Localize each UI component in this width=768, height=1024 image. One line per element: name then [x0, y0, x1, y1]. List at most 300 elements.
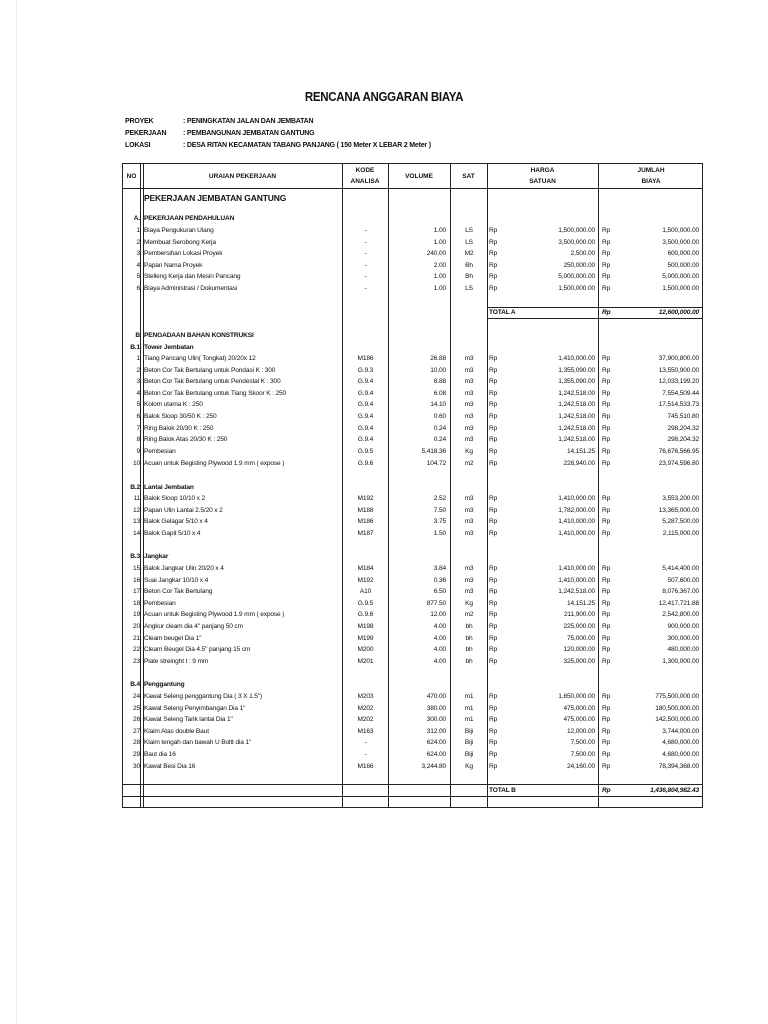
item-volume: 4.00 [433, 646, 446, 654]
item-unit: m3 [464, 529, 474, 537]
table-row [123, 516, 704, 527]
item-number: 11 [133, 495, 140, 502]
item-unit: m3 [464, 355, 474, 362]
item-description: Beton Cor Tak Bertulang untuk Pondasi K : 300 [144, 366, 276, 374]
item-total: 5,000,000.00 [662, 273, 699, 281]
item-unit-price: 1,410,000.00 [558, 529, 595, 537]
item-kode: - [364, 751, 367, 759]
item-unit-price: 120,000.00 [563, 646, 595, 654]
section-b3-header [123, 551, 704, 562]
item-total: 480,000.00 [667, 646, 699, 654]
item-unit-price: 24,160.00 [567, 762, 595, 770]
item-number: 25 [132, 704, 140, 712]
item-kode: - [364, 285, 367, 293]
total-b-divider [123, 796, 702, 797]
section-title: Penggantung [144, 681, 185, 688]
item-unit: m3 [464, 401, 474, 409]
section-title: PEKERJAAN PENDAHULUAN [144, 215, 235, 222]
item-description: Balok Sloop 10/10 x 2 [144, 495, 206, 502]
item-unit-price: 475,000.00 [563, 704, 595, 712]
item-unit: m3 [464, 506, 474, 514]
item-total-currency: Rp [602, 576, 611, 584]
item-number: 24 [132, 693, 140, 700]
item-price-currency: Rp [489, 227, 498, 234]
item-price-currency: Rp [489, 646, 498, 654]
item-description: Stelleng Kerja dan Mesin Pancang [144, 273, 241, 281]
total-a-row [123, 307, 704, 318]
item-total: 17,514,533.73 [658, 401, 699, 409]
meta-key: PROYEK [125, 118, 154, 125]
header-kode: KODE ANALISA [350, 167, 380, 185]
item-unit: m3 [464, 576, 474, 584]
item-kode: M186 [357, 518, 374, 526]
item-total-currency: Rp [602, 273, 611, 281]
item-total-currency: Rp [602, 634, 611, 642]
item-total: 3,744,000.00 [662, 727, 699, 735]
total-a-rp: Rp [602, 309, 611, 316]
item-total-currency: Rp [602, 250, 611, 258]
item-total: 13,550,900.00 [658, 366, 699, 374]
item-description: Kawat Seleng Penyimbangan Dia 1" [144, 704, 246, 712]
item-kode: M202 [357, 716, 374, 724]
item-total-currency: Rp [602, 227, 611, 234]
item-unit-price: 1,410,000.00 [558, 576, 595, 584]
item-unit-price: 250,000.00 [563, 261, 595, 269]
item-volume: 26.88 [430, 355, 446, 362]
item-volume: 12.00 [430, 611, 446, 619]
item-total-currency: Rp [602, 238, 611, 246]
item-number: 3 [136, 250, 140, 258]
item-volume: 2.52 [433, 495, 446, 502]
section-number: B.1 [130, 344, 140, 351]
item-volume: 624.00 [426, 739, 446, 747]
item-price-currency: Rp [489, 565, 498, 572]
item-unit-price: 1,242,518.00 [558, 401, 595, 409]
table-row [123, 656, 704, 667]
item-description: Balok Jangkar Ulin 20/20 x 4 [144, 565, 224, 572]
item-unit: m3 [464, 495, 474, 502]
table-row [123, 761, 704, 772]
main-title: PEKERJAAN JEMBATAN GANTUNG [144, 193, 287, 203]
table-row [123, 586, 704, 597]
section-b-header [123, 330, 704, 341]
item-total-currency: Rp [602, 459, 611, 467]
item-total-currency: Rp [602, 716, 611, 724]
table-row [123, 598, 704, 609]
item-volume: 7.50 [433, 506, 446, 514]
item-unit-price: 1,242,518.00 [558, 588, 595, 596]
item-description: Angkur cleam dia 4" panjang 50 cm [144, 623, 243, 631]
meta-value: : PENINGKATAN JALAN DAN JEMBATAN [183, 118, 314, 125]
item-number: 5 [136, 273, 140, 281]
item-unit: m2 [464, 459, 474, 467]
header-divider [123, 188, 702, 189]
item-kode: - [364, 739, 367, 747]
item-total-currency: Rp [602, 378, 611, 386]
item-total: 500,000.00 [667, 261, 699, 269]
item-unit: bh [465, 623, 473, 631]
item-total: 298,204.32 [667, 436, 699, 444]
item-total: 775,500,000.00 [655, 693, 699, 700]
item-volume: 0.24 [433, 424, 446, 432]
item-description: Cleam beugel Dia 1" [144, 634, 202, 642]
item-number: 29 [132, 751, 140, 759]
item-unit-price: 1,242,518.00 [558, 413, 595, 421]
header-uraian: URAIAN PEKERJAAN [208, 172, 277, 180]
item-volume: 470.00 [426, 693, 446, 700]
item-total-currency: Rp [602, 261, 611, 269]
item-description: Pembersihan Lokasi Proyek [144, 250, 223, 258]
item-description: Kawat Seleng Tarik lantai Dia 1" [144, 716, 233, 724]
item-volume: 104.72 [426, 459, 446, 467]
header-no: NO [126, 172, 137, 180]
item-unit-price: 1,410,000.00 [558, 495, 595, 502]
table-row [123, 399, 704, 410]
section-number: B [135, 332, 140, 339]
item-total: 142,500,000.00 [655, 716, 699, 724]
item-kode: M166 [357, 762, 374, 770]
item-total-currency: Rp [602, 366, 611, 374]
item-total-currency: Rp [602, 355, 611, 362]
item-total-currency: Rp [602, 751, 611, 759]
table-row [123, 575, 704, 586]
item-description: Plate streinght t : 9 mm [144, 657, 209, 665]
table-row [123, 749, 704, 760]
item-kode: M186 [357, 355, 374, 362]
item-unit-price: 7,500.00 [570, 739, 595, 747]
item-volume: 1.00 [433, 285, 446, 293]
item-unit: m3 [464, 588, 474, 596]
item-description: Baut dia 16 [144, 751, 176, 759]
item-volume: 1.00 [433, 238, 446, 246]
item-description: Pembesian [144, 599, 176, 607]
item-description: Balok Gelagar 5/10 x 4 [144, 518, 208, 526]
table-row [123, 237, 704, 248]
item-unit: m3 [464, 389, 474, 397]
item-unit-price: 1,410,000.00 [558, 565, 595, 572]
table-row [123, 505, 704, 516]
section-b4-header [123, 679, 704, 690]
item-number: 3 [136, 378, 140, 386]
item-unit: bh [465, 634, 473, 642]
item-kode: - [364, 250, 367, 258]
item-unit-price: 1,782,000.00 [558, 506, 595, 514]
item-kode: M163 [357, 727, 374, 735]
item-total-currency: Rp [602, 436, 611, 444]
item-total-currency: Rp [602, 495, 611, 502]
item-kode: M192 [357, 495, 374, 502]
total-b-label: TOTAL B [489, 787, 516, 794]
item-price-currency: Rp [489, 751, 498, 759]
total-a-value: 12,600,000.00 [658, 309, 699, 316]
table-row [123, 644, 704, 655]
header-volume: VOLUME [405, 172, 433, 180]
item-unit: m3 [464, 413, 474, 421]
section-a-header [123, 213, 704, 224]
item-number: 27 [132, 727, 140, 735]
item-number: 17 [132, 588, 140, 596]
item-total: 8,076,367.00 [662, 588, 699, 596]
item-total: 745,510.80 [667, 413, 699, 421]
item-total: 5,287,500.00 [662, 518, 699, 526]
item-description: Acuan untuk Begisting Plywood 1.9 mm ( expose ) [144, 459, 285, 467]
table-row [123, 423, 704, 434]
item-number: 26 [132, 716, 140, 724]
item-description: Beton Cor Tak Bertulang [144, 588, 213, 596]
item-kode: M201 [357, 657, 374, 665]
item-total-currency: Rp [602, 518, 611, 526]
item-total-currency: Rp [602, 389, 611, 397]
item-total-currency: Rp [602, 588, 611, 596]
item-price-currency: Rp [489, 716, 498, 724]
item-kode: G.9.4 [357, 424, 374, 432]
page-edge [16, 0, 17, 1024]
table-row [123, 493, 704, 504]
item-kode: G.9.3 [357, 366, 374, 374]
item-number: 10 [132, 459, 140, 467]
item-volume: 4.00 [433, 657, 446, 665]
item-kode: M184 [357, 565, 374, 572]
item-price-currency: Rp [489, 634, 498, 642]
table-row [123, 365, 704, 376]
meta-key: PEKERJAAN [125, 130, 167, 137]
item-kode: G.9.4 [357, 389, 374, 397]
item-price-currency: Rp [489, 447, 498, 455]
item-price-currency: Rp [489, 261, 498, 269]
item-total-currency: Rp [602, 727, 611, 735]
item-volume: 3.75 [433, 518, 446, 526]
item-total-currency: Rp [602, 401, 611, 409]
item-description: Membuat Serobong Kerja [144, 238, 216, 246]
item-unit-price: 1,242,518.00 [558, 436, 595, 444]
item-description: Kawat Besi Dia 16 [144, 762, 196, 770]
item-unit: bh [465, 657, 473, 665]
item-description: Balok Sloop 30/50 K : 250 [144, 413, 217, 421]
item-number: 4 [136, 261, 140, 269]
item-total: 900,000.00 [667, 623, 699, 631]
item-unit: Kg [465, 447, 473, 455]
item-total-currency: Rp [602, 646, 611, 654]
item-total-currency: Rp [602, 413, 611, 421]
item-unit-price: 1,355,090.00 [558, 378, 595, 386]
item-unit-price: 12,000.00 [567, 727, 595, 735]
item-total-currency: Rp [602, 599, 611, 607]
section-b1-header [123, 342, 704, 353]
item-unit-price: 75,000.00 [567, 634, 595, 642]
item-description: Beton Cor Tak Bertulang untuk Pendestal K : 300 [144, 378, 281, 386]
section-number: B.3 [130, 553, 140, 560]
item-total: 2,542,800.00 [662, 611, 699, 619]
header-sat: SAT [462, 172, 475, 180]
item-description: Suai Jangkar 10/10 x 4 [144, 576, 209, 584]
item-total: 3,500,000.00 [662, 238, 699, 246]
item-unit: m3 [464, 436, 474, 444]
item-unit: m1 [464, 716, 474, 724]
item-price-currency: Rp [489, 704, 498, 712]
item-price-currency: Rp [489, 413, 498, 421]
item-unit: m3 [464, 565, 474, 572]
table-row [123, 703, 704, 714]
item-volume: 877.50 [426, 599, 446, 607]
item-volume: 14.10 [430, 401, 446, 409]
item-volume: 3,244.80 [421, 762, 446, 770]
item-number: 15 [132, 565, 140, 572]
table-row [123, 691, 704, 702]
item-number: 2 [136, 366, 140, 374]
item-unit: Bh [465, 273, 473, 281]
item-total-currency: Rp [602, 739, 611, 747]
item-unit: LS [465, 238, 473, 246]
main-title-row [123, 191, 704, 205]
item-total-currency: Rp [602, 529, 611, 537]
item-unit: Biji [464, 739, 474, 747]
item-price-currency: Rp [489, 238, 498, 246]
item-total: 13,365,000.00 [658, 506, 699, 514]
item-number: 9 [136, 447, 140, 455]
item-unit: M2 [464, 250, 474, 258]
meta-value: : PEMBANGUNAN JEMBATAN GANTUNG [183, 130, 315, 137]
item-price-currency: Rp [489, 273, 498, 281]
item-volume: 300.00 [426, 716, 446, 724]
item-total-currency: Rp [602, 424, 611, 432]
document-title: RENCANA ANGGARAN BIAYA [304, 90, 464, 104]
item-volume: 2.00 [433, 261, 446, 269]
item-number: 20 [132, 623, 140, 631]
item-price-currency: Rp [489, 739, 498, 747]
item-description: Cleam Beugel Dia 4.5" panjang 15 cm [144, 646, 251, 654]
item-total: 3,553,200.00 [662, 495, 699, 502]
table-row [123, 283, 704, 294]
item-total: 4,680,000.00 [662, 739, 699, 747]
item-unit: Bh [465, 261, 473, 269]
table-row [123, 458, 704, 469]
item-number: 30 [132, 762, 140, 770]
item-price-currency: Rp [489, 611, 498, 619]
item-total: 76,676,566.95 [658, 447, 699, 455]
item-number: 22 [132, 646, 140, 654]
item-description: Papan Ulin Lantai 2.5/20 x 2 [144, 506, 223, 514]
item-unit-price: 1,500,000.00 [558, 285, 595, 293]
item-unit-price: 211,900.00 [563, 611, 595, 619]
item-number: 7 [136, 424, 140, 432]
item-description: Balok Gapit 5/10 x 4 [144, 529, 201, 537]
item-unit: m2 [464, 611, 474, 619]
item-number: 2 [136, 238, 140, 246]
item-volume: 1.00 [433, 227, 446, 234]
item-volume: 8.88 [433, 378, 446, 386]
item-total-currency: Rp [602, 506, 611, 514]
item-description: Papan Nama Proyek [144, 261, 203, 269]
item-number: 28 [132, 739, 140, 747]
item-number: 21 [132, 634, 140, 642]
item-number: 1 [136, 227, 140, 234]
item-total: 600,000.00 [667, 250, 699, 258]
section-title: Tower Jembatan [144, 344, 194, 351]
item-total-currency: Rp [602, 565, 611, 572]
item-unit-price: 475,000.00 [563, 716, 595, 724]
item-unit: m3 [464, 366, 474, 374]
item-volume: 624.00 [426, 751, 446, 759]
item-description: Biaya Administrasi / Dokumentasi [144, 285, 238, 293]
item-total: 12,417,721.88 [658, 599, 699, 607]
item-total-currency: Rp [602, 704, 611, 712]
item-price-currency: Rp [489, 389, 498, 397]
table-row [123, 726, 704, 737]
item-unit-price: 1,355,090.00 [558, 366, 595, 374]
item-total: 78,394,368.00 [658, 762, 699, 770]
item-total-currency: Rp [602, 285, 611, 293]
item-kode: M192 [357, 576, 374, 584]
table-row [123, 737, 704, 748]
item-description: Biaya Pengukuran Ulang [144, 227, 214, 234]
item-price-currency: Rp [489, 529, 498, 537]
item-description: Ring Balok Atas 20/30 K : 250 [144, 436, 228, 444]
item-number: 4 [136, 389, 140, 397]
section-b2-header [123, 482, 704, 493]
item-unit-price: 5,000,000.00 [558, 273, 595, 281]
item-kode: G.9.4 [357, 436, 374, 444]
section-number: B.2 [130, 484, 140, 491]
item-unit-price: 1,242,518.00 [558, 424, 595, 432]
item-kode: G.9.4 [357, 378, 374, 386]
item-number: 5 [136, 401, 140, 409]
table-row [123, 434, 704, 445]
item-unit: Kg [465, 762, 473, 770]
item-price-currency: Rp [489, 657, 498, 665]
item-total-currency: Rp [602, 762, 611, 770]
meta-value: : DESA RITAN KECAMATAN TABANG PANJANG ( 150 Meter X LEBAR 2 Meter ) [183, 142, 431, 149]
item-total-currency: Rp [602, 657, 611, 665]
item-price-currency: Rp [489, 459, 498, 467]
item-volume: 380.00 [426, 704, 446, 712]
item-unit-price: 1,500,000.00 [558, 227, 595, 234]
total-b-rp: Rp [602, 787, 611, 794]
item-volume: 1.00 [433, 273, 446, 281]
item-number: 6 [136, 285, 140, 293]
item-description: Kawat Seleng penggantung Dia ( 3 X 1.5") [144, 693, 263, 700]
item-unit: m1 [464, 704, 474, 712]
item-number: 8 [136, 436, 140, 444]
section-title: PENGADAAN BAHAN KONSTRUKSI [144, 332, 254, 339]
item-volume: 0.60 [433, 413, 446, 421]
item-unit-price: 1,410,000.00 [558, 518, 595, 526]
header-harga: HARGA SATUAN [529, 167, 556, 185]
item-kode: - [364, 273, 367, 281]
item-volume: 0.36 [433, 576, 446, 584]
item-kode: M198 [357, 623, 374, 631]
item-total-currency: Rp [602, 693, 611, 700]
item-unit: m3 [464, 378, 474, 386]
item-kode: - [364, 261, 367, 269]
item-unit: m1 [464, 693, 474, 700]
item-kode: M187 [357, 529, 374, 537]
item-price-currency: Rp [489, 436, 498, 444]
item-volume: 1.50 [433, 529, 446, 537]
item-total: 23,974,596.80 [658, 459, 699, 467]
item-total: 180,500,000.00 [655, 704, 699, 712]
item-total: 298,204.32 [667, 424, 699, 432]
item-price-currency: Rp [489, 599, 498, 607]
item-kode: M188 [357, 506, 374, 514]
header-jumlah: JUMLAH BIAYA [637, 167, 665, 185]
item-unit-price: 2,500.00 [570, 250, 595, 258]
item-volume: 240.00 [426, 250, 446, 258]
item-description: Klaim tengah dan bawah U Boltt dia 1" [144, 739, 252, 747]
item-kode: M202 [357, 704, 374, 712]
item-price-currency: Rp [489, 355, 498, 362]
item-kode: - [364, 238, 367, 246]
item-kode: G.9.6 [357, 611, 374, 619]
